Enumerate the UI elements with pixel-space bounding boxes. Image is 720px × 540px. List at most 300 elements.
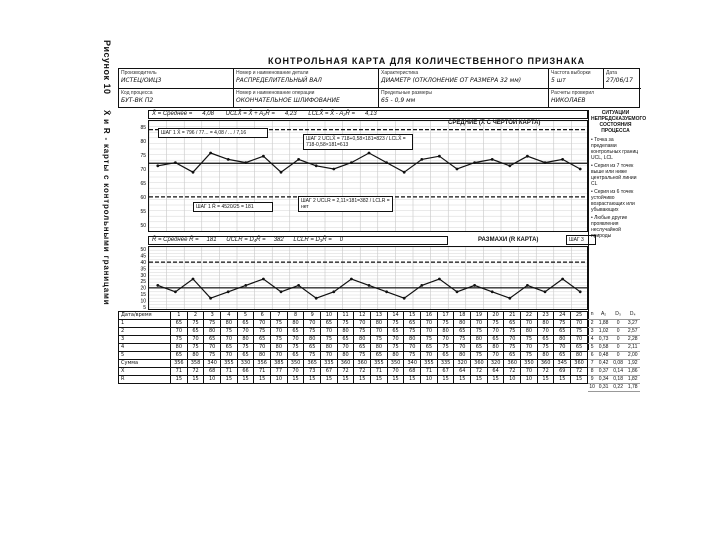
table-cell: 75 xyxy=(521,336,538,344)
table-cell: 75 xyxy=(404,352,421,360)
table-cell: 70 xyxy=(471,320,488,328)
rules-title: СИТУАЦИИ НЕПРЕДСКАЗУЕМОГО СОСТОЯНИЯ ПРОЦЕССА xyxy=(591,110,647,134)
table-cell: 15 xyxy=(404,376,421,384)
data-point xyxy=(438,155,441,158)
table-cell: 70 xyxy=(354,320,371,328)
data-point xyxy=(315,164,318,167)
table-cell: 75 xyxy=(171,336,188,344)
data-point xyxy=(473,284,476,287)
table-cell: 15 xyxy=(321,376,338,384)
range-axis xyxy=(130,246,148,310)
coef-cell: 2,00 xyxy=(625,351,640,359)
xbar-formula-bar: X̄ = Среднее = 4,08 UCLX̄ = X̄ + A₂R̄ = 4,23 LCLX̄ = X̄ - A₂R̄ = 4,13 xyxy=(148,110,588,119)
figure-number: Рисунок 10 xyxy=(102,40,112,95)
side-caption xyxy=(100,40,120,510)
data-point xyxy=(561,278,564,281)
coef-row xyxy=(588,343,640,351)
table-cell: 70 xyxy=(254,344,271,352)
table-cell: 70 xyxy=(421,328,438,336)
table-cell: 15 xyxy=(304,376,321,384)
table-cell: 73 xyxy=(304,368,321,376)
table-cell: 75 xyxy=(471,328,488,336)
table-cell: 65 xyxy=(571,344,588,352)
table-cell: 16 xyxy=(421,312,438,320)
table-cell: 70 xyxy=(537,328,554,336)
table-cell: 80 xyxy=(337,352,354,360)
table-cell: 68 xyxy=(204,368,221,376)
table-cell: 350 xyxy=(287,360,304,368)
table-cell: 3 xyxy=(204,312,221,320)
table-cell: 65 xyxy=(171,320,188,328)
coef-cell: 0,22 xyxy=(611,383,626,391)
table-cell: 75 xyxy=(487,320,504,328)
data-point xyxy=(156,164,159,167)
axis-tick-label: 85 xyxy=(140,125,146,131)
table-cell: 75 xyxy=(571,328,588,336)
table-cell: 65 xyxy=(354,344,371,352)
data-point xyxy=(262,278,265,281)
coef-cell: 0 xyxy=(611,319,626,327)
table-cell: 65 xyxy=(337,336,354,344)
axis-tick-label: 35 xyxy=(140,266,146,273)
table-cell: 70 xyxy=(487,352,504,360)
data-point xyxy=(262,155,265,158)
table-row xyxy=(119,368,588,376)
table-cell: 18 xyxy=(454,312,471,320)
data-point xyxy=(385,290,388,293)
rule-item: • Любые другие проявления неслучайной природы xyxy=(591,215,628,239)
data-point xyxy=(332,290,335,293)
coef-row xyxy=(588,327,640,335)
row-label: 3 xyxy=(119,336,171,344)
table-cell: 80 xyxy=(171,344,188,352)
table-cell: 80 xyxy=(337,328,354,336)
table-cell: 80 xyxy=(287,320,304,328)
table-row xyxy=(119,376,588,384)
table-cell: 65 xyxy=(287,352,304,360)
coef-cell: 10 xyxy=(589,383,595,390)
data-point xyxy=(473,161,476,164)
data-point xyxy=(174,290,177,293)
table-cell: 70 xyxy=(187,336,204,344)
table-cell: 75 xyxy=(204,352,221,360)
axis-tick-label: 30 xyxy=(140,272,146,279)
table-cell: 80 xyxy=(521,328,538,336)
data-point xyxy=(192,278,195,281)
table-cell: 67 xyxy=(437,368,454,376)
data-point xyxy=(368,284,371,287)
axis-tick-label: 25 xyxy=(140,279,146,286)
coef-cell: 0,73 xyxy=(596,335,611,343)
data-point xyxy=(209,297,212,300)
table-cell: 1 xyxy=(171,312,188,320)
table-row xyxy=(119,336,588,344)
coef-cell: 6 xyxy=(588,351,596,359)
table-cell: 12 xyxy=(354,312,371,320)
data-point xyxy=(297,284,300,287)
coef-row xyxy=(588,367,640,375)
table-cell: 65 xyxy=(204,336,221,344)
table-cell: 80 xyxy=(404,336,421,344)
table-cell: 360 xyxy=(354,360,371,368)
data-point xyxy=(350,161,353,164)
table-cell: 19 xyxy=(471,312,488,320)
table-cell: 15 xyxy=(554,376,571,384)
table-cell: 70 xyxy=(521,344,538,352)
table-cell: 71 xyxy=(254,368,271,376)
coef-cell: 0,31 xyxy=(596,383,611,391)
axis-tick-label: 10 xyxy=(140,298,146,305)
data-point xyxy=(315,297,318,300)
data-point xyxy=(456,290,459,293)
axis-tick-label: 40 xyxy=(140,260,146,266)
table-cell: 9 xyxy=(304,312,321,320)
step3r-note: ШАГ 3 xyxy=(566,235,596,245)
row-label: 2 xyxy=(119,328,171,336)
coefficients-table xyxy=(588,311,640,392)
table-cell: 75 xyxy=(471,352,488,360)
table-cell: 75 xyxy=(354,328,371,336)
table-cell: 15 xyxy=(437,376,454,384)
table-cell: 350 xyxy=(387,360,404,368)
data-point xyxy=(420,284,423,287)
table-cell: 15 xyxy=(471,376,488,384)
table-cell: 15 xyxy=(487,376,504,384)
table-cell: 13 xyxy=(371,312,388,320)
coef-cell: 4 xyxy=(588,335,596,343)
table-cell: 65 xyxy=(554,328,571,336)
table-cell: 70 xyxy=(404,344,421,352)
data-point xyxy=(174,161,177,164)
table-cell: 75 xyxy=(237,344,254,352)
step2-note: ШАГ 2 UCLX̄ = 718+0,58×181=823 / LCLX̄ = 718-0,58×181=613 xyxy=(303,134,413,150)
axis-tick-label: 60 xyxy=(140,195,146,201)
table-cell: 80 xyxy=(321,344,338,352)
table-cell: 340 xyxy=(204,360,221,368)
table-cell: 80 xyxy=(387,352,404,360)
series-line xyxy=(158,153,580,172)
table-cell: 10 xyxy=(421,376,438,384)
data-point xyxy=(491,158,494,161)
data-point xyxy=(579,290,582,293)
coef-cell: A₂ xyxy=(596,311,611,319)
data-point xyxy=(456,168,459,171)
table-cell: 65 xyxy=(421,344,438,352)
table-cell: 15 xyxy=(354,376,371,384)
table-cell: 75 xyxy=(504,344,521,352)
table-cell: 70 xyxy=(271,352,288,360)
table-cell: 70 xyxy=(554,344,571,352)
table-cell: 75 xyxy=(187,344,204,352)
table-cell: 320 xyxy=(487,360,504,368)
sample-cell: Частота выборки 5 шт xyxy=(549,69,604,89)
table-cell: 70 xyxy=(521,368,538,376)
data-point xyxy=(280,290,283,293)
table-cell: 72 xyxy=(471,368,488,376)
table-cell: 80 xyxy=(554,336,571,344)
table-cell: 8 xyxy=(287,312,304,320)
table-cell: 15 xyxy=(254,376,271,384)
table-cell: 80 xyxy=(254,352,271,360)
axis-tick-label: 50 xyxy=(140,223,146,229)
header-block xyxy=(118,68,640,108)
table-cell: 2 xyxy=(187,312,204,320)
table-cell: 21 xyxy=(504,312,521,320)
table-cell: 15 xyxy=(537,376,554,384)
coef-cell: 0 xyxy=(611,327,626,335)
table-cell: 72 xyxy=(571,368,588,376)
coef-cell: 7 xyxy=(588,359,596,367)
table-cell: 70 xyxy=(237,328,254,336)
table-cell: 365 xyxy=(304,360,321,368)
table-cell: 65 xyxy=(371,352,388,360)
coef-row xyxy=(588,375,640,383)
data-point xyxy=(403,171,406,174)
data-point xyxy=(508,297,511,300)
data-point xyxy=(227,290,230,293)
table-cell: 15 xyxy=(237,376,254,384)
table-cell: 15 xyxy=(371,376,388,384)
operation-cell: Номер и наименование операции ОКОНЧАТЕЛЬНОЕ ШЛИФОВАНИЕ xyxy=(234,89,379,108)
table-cell: 358 xyxy=(187,360,204,368)
data-point xyxy=(244,284,247,287)
table-cell: 360 xyxy=(571,360,588,368)
table-cell: 72 xyxy=(337,368,354,376)
table-cell: 77 xyxy=(271,368,288,376)
table-cell: 15 xyxy=(454,376,471,384)
table-cell: 75 xyxy=(537,344,554,352)
coef-cell: 2,28 xyxy=(625,335,640,343)
table-cell: 15 xyxy=(287,376,304,384)
table-cell: 65 xyxy=(237,320,254,328)
table-cell: 70 xyxy=(287,336,304,344)
table-cell: 80 xyxy=(471,336,488,344)
table-cell: 80 xyxy=(454,352,471,360)
table-cell: 70 xyxy=(204,344,221,352)
table-cell: 340 xyxy=(404,360,421,368)
data-point xyxy=(209,152,212,155)
table-cell: 75 xyxy=(337,320,354,328)
sheet-title: КОНТРОЛЬНАЯ КАРТА ДЛЯ КОЛИЧЕСТВЕННОГО ПРИЗНАКА xyxy=(268,56,586,66)
table-cell: 355 xyxy=(221,360,238,368)
table-cell: 65 xyxy=(404,320,421,328)
table-cell: 75 xyxy=(371,336,388,344)
coef-cell: D₃ xyxy=(611,311,626,319)
table-cell: 70 xyxy=(421,352,438,360)
table-row xyxy=(119,328,588,336)
table-cell: 72 xyxy=(537,368,554,376)
table-cell: 75 xyxy=(271,320,288,328)
table-cell: 65 xyxy=(321,320,338,328)
table-cell: 360 xyxy=(504,360,521,368)
table-cell: 65 xyxy=(454,328,471,336)
table-cell: 65 xyxy=(437,352,454,360)
data-point xyxy=(280,171,283,174)
table-cell: 70 xyxy=(521,320,538,328)
data-point xyxy=(420,158,423,161)
table-cell: 71 xyxy=(171,368,188,376)
table-cell: 355 xyxy=(371,360,388,368)
table-cell: 75 xyxy=(321,336,338,344)
figure-caption: X̄ и R - карты с контрольными границами xyxy=(102,110,111,306)
table-row xyxy=(119,360,588,368)
table-cell: 69 xyxy=(554,368,571,376)
table-cell: 75 xyxy=(554,320,571,328)
range-chart xyxy=(148,246,588,310)
table-cell: 330 xyxy=(237,360,254,368)
table-cell: 15 xyxy=(221,376,238,384)
table-cell: 70 xyxy=(321,328,338,336)
table-cell: 385 xyxy=(271,360,288,368)
table-cell: 14 xyxy=(387,312,404,320)
table-cell: 70 xyxy=(454,344,471,352)
range-formula-bar: R̄ = Среднее R̄ = 181 UCLR = D₄R̄ = 382 LCLR = D₃R̄ = 0 xyxy=(148,236,448,245)
table-cell: 15 xyxy=(171,376,188,384)
table-cell: 10 xyxy=(321,312,338,320)
data-point xyxy=(403,297,406,300)
table-cell: 75 xyxy=(304,328,321,336)
table-cell: 75 xyxy=(437,320,454,328)
table-cell: 65 xyxy=(387,328,404,336)
table-cell: 75 xyxy=(221,328,238,336)
table-cell: 356 xyxy=(171,360,188,368)
table-cell: 11 xyxy=(337,312,354,320)
table-cell: 23 xyxy=(537,312,554,320)
production-cell: Производитель ИСТЕЦ/ОИЦ3 xyxy=(119,69,234,89)
table-cell: 15 xyxy=(571,376,588,384)
axis-tick-label: 70 xyxy=(140,167,146,173)
table-cell: 75 xyxy=(187,320,204,328)
table-cell: 80 xyxy=(237,336,254,344)
data-point xyxy=(508,164,511,167)
table-cell: 80 xyxy=(537,320,554,328)
table-cell: 70 xyxy=(221,352,238,360)
coef-cell: 0,48 xyxy=(596,351,611,359)
axis-tick-label: 50 xyxy=(140,247,146,254)
step1-note: ШАГ 1 X̄ = 796 / 77... = 4,08 / ... / 7,16 xyxy=(158,128,268,138)
table-cell: 345 xyxy=(554,360,571,368)
table-cell: 70 xyxy=(487,328,504,336)
table-cell: 10 xyxy=(271,376,288,384)
table-cell: 65 xyxy=(221,344,238,352)
row-label: Дата/время xyxy=(119,312,171,320)
axis-tick-label: 75 xyxy=(140,153,146,159)
coef-row xyxy=(588,319,640,327)
table-cell: 65 xyxy=(254,336,271,344)
table-cell: 65 xyxy=(287,328,304,336)
table-cell: 75 xyxy=(287,344,304,352)
spec-cell: Предельные размеры 65 - 0,9 мм xyxy=(379,89,549,108)
table-cell: 70 xyxy=(221,336,238,344)
axis-tick-label: 15 xyxy=(140,292,146,298)
table-cell: 71 xyxy=(371,368,388,376)
rule-item: • Серия из 7 точек выше или ниже центральной линии CL xyxy=(591,163,637,187)
coef-cell: 3 xyxy=(588,327,596,335)
table-cell: 24 xyxy=(554,312,571,320)
table-cell: 80 xyxy=(537,352,554,360)
data-point xyxy=(544,161,547,164)
table-cell: 70 xyxy=(287,368,304,376)
coef-cell: 0,58 xyxy=(596,343,611,351)
coef-cell: 0,37 xyxy=(596,367,611,375)
table-cell: 70 xyxy=(571,336,588,344)
table-cell: 80 xyxy=(354,336,371,344)
table-cell: 70 xyxy=(571,320,588,328)
table-cell: 64 xyxy=(487,368,504,376)
coef-row xyxy=(588,351,640,359)
measurements-table xyxy=(118,311,588,384)
table-cell: 75 xyxy=(304,352,321,360)
table-cell: 70 xyxy=(504,336,521,344)
table-cell: 80 xyxy=(304,336,321,344)
table-cell: 65 xyxy=(504,352,521,360)
data-point xyxy=(561,158,564,161)
table-cell: 72 xyxy=(187,368,204,376)
table-cell: 80 xyxy=(454,320,471,328)
row-label: 5 xyxy=(119,352,171,360)
table-cell: 70 xyxy=(337,344,354,352)
table-cell: 75 xyxy=(421,336,438,344)
data-point xyxy=(244,161,247,164)
table-cell: 64 xyxy=(454,368,471,376)
coef-cell: 3,27 xyxy=(625,319,640,327)
table-cell: 70 xyxy=(271,328,288,336)
table-cell: 65 xyxy=(471,344,488,352)
coef-cell: 9 xyxy=(588,375,596,383)
table-cell: 335 xyxy=(437,360,454,368)
axis-tick-label: 20 xyxy=(140,285,146,292)
table-cell: 15 xyxy=(187,376,204,384)
table-cell: 15 xyxy=(387,376,404,384)
coef-cell: 1,82 xyxy=(625,375,640,383)
table-cell: 70 xyxy=(371,328,388,336)
table-cell: 15 xyxy=(337,376,354,384)
date-cell: Дата 27/06/17 xyxy=(604,69,641,89)
data-point xyxy=(544,290,547,293)
table-cell: 70 xyxy=(321,352,338,360)
table-cell: 355 xyxy=(421,360,438,368)
table-cell: 4 xyxy=(221,312,238,320)
table-cell: 70 xyxy=(387,368,404,376)
table-cell: 80 xyxy=(187,352,204,360)
table-cell: 65 xyxy=(487,336,504,344)
axis-tick-label: 5 xyxy=(143,304,146,310)
table-cell: 65 xyxy=(237,352,254,360)
table-cell: 75 xyxy=(354,352,371,360)
table-cell: 20 xyxy=(487,312,504,320)
axis-tick-label: 65 xyxy=(140,181,146,187)
table-cell: 80 xyxy=(371,320,388,328)
table-cell: 70 xyxy=(387,336,404,344)
table-cell: 17 xyxy=(437,312,454,320)
coef-header-row xyxy=(588,311,640,319)
row-label: 4 xyxy=(119,344,171,352)
table-cell: 25 xyxy=(571,312,588,320)
coef-cell: 0,34 xyxy=(596,375,611,383)
table-cell: 75 xyxy=(271,336,288,344)
data-point xyxy=(297,158,300,161)
table-cell: 10 xyxy=(204,376,221,384)
step2r-note: ШАГ 2 UCLR = 2,11×181=382 / LCLR = нет xyxy=(298,196,393,212)
coef-cell: D₄ xyxy=(625,311,640,319)
step1r-note: ШАГ 1 R̄ = 4520/25 = 181 xyxy=(193,202,273,212)
data-point xyxy=(156,284,159,287)
table-cell: 65 xyxy=(187,328,204,336)
data-point xyxy=(526,155,529,158)
axis-tick-label: 80 xyxy=(140,139,146,145)
table-row xyxy=(119,352,588,360)
table-cell: 72 xyxy=(354,368,371,376)
